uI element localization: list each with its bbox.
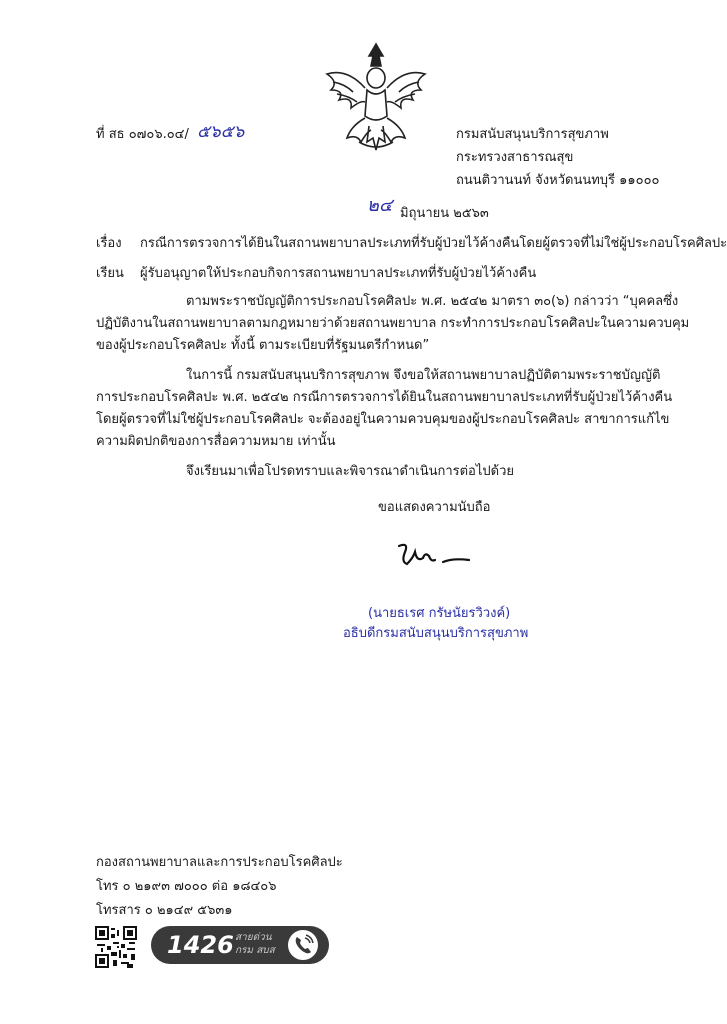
paragraph-3: จึงเรียนมาเพื่อโปรดทราบและพิจารณาดำเนินการต่อไปด้วย <box>186 464 515 479</box>
garuda-emblem-icon <box>317 38 435 158</box>
reference-number-handwritten: ๕๖๕๖ <box>197 122 245 142</box>
subject-label: เรื่อง <box>96 236 122 251</box>
signer-name: (นายธเรศ กรัษนัยรวิวงค์) <box>368 606 511 621</box>
paragraph-1-line-1: ตามพระราชบัญญัติการประกอบโรคศิลปะ พ.ศ. ๒๕๔๒ มาตรา ๓๐(๖) กล่าวว่า “บุคคลซึ่ง <box>186 294 679 309</box>
hotline-badge <box>151 926 329 964</box>
date-day-handwritten: ๒๔ <box>367 195 393 216</box>
office-line-3: ถนนติวานนท์ จังหวัดนนทบุรี ๑๑๐๐๐ <box>456 173 660 188</box>
paragraph-1-line-2: ปฏิบัติงานในสถานพยาบาลตามกฎหมายว่าด้วยสถานพยาบาล กระทำการประกอบโรคศิลปะในความควบคุม <box>96 316 690 331</box>
paragraph-2-line-3: โดยผู้ตรวจที่ไม่ใช่ผู้ประกอบโรคศิลปะ จะต้องอยู่ในความควบคุมของผู้ประกอบโรคศิลปะ สาขาการแก้ไข <box>96 412 670 427</box>
paragraph-2-line-4: ความผิดปกติของการสื่อความหมาย เท่านั้น <box>96 434 336 449</box>
handwritten-signature <box>393 538 473 578</box>
hotline-text: สายด่วน กรม สบส <box>235 932 275 956</box>
signer-title: อธิบดีกรมสนับสนุนบริการสุขภาพ <box>343 626 529 641</box>
hotline-number: 1426 <box>167 931 234 959</box>
footer-division: กองสถานพยาบาลและการประกอบโรคศิลปะ <box>96 855 343 870</box>
footer-fax: โทรสาร ๐ ๒๑๔๙ ๕๖๓๑ <box>96 903 233 918</box>
qr-code-icon <box>95 926 137 968</box>
phone-icon <box>285 927 321 963</box>
reference-prefix: ที่ สธ ๐๗๐๖.๐๔/ <box>96 127 189 142</box>
closing-salutation: ขอแสดงความนับถือ <box>378 500 491 515</box>
recipient-text: ผู้รับอนุญาตให้ประกอบกิจการสถานพยาบาลประเภทที่รับผู้ป่วยไว้ค้างคืน <box>140 266 537 281</box>
footer-phone: โทร ๐ ๒๑๙๓ ๗๐๐๐ ต่อ ๑๘๔๐๖ <box>96 879 277 894</box>
date-month-year: มิถุนายน ๒๕๖๓ <box>400 206 489 221</box>
office-line-1: กรมสนับสนุนบริการสุขภาพ <box>456 127 609 142</box>
office-line-2: กระทรวงสาธารณสุข <box>456 150 574 165</box>
paragraph-1-line-3: ของผู้ประกอบโรคศิลปะ ทั้งนี้ ตามระเบียบที่รัฐมนตรีกำหนด” <box>96 338 430 353</box>
paragraph-2-line-2: การประกอบโรคศิลปะ พ.ศ. ๒๕๔๒ กรณีการตรวจการได้ยินในสถานพยาบาลประเภทที่รับผู้ป่วยไว้ค้างคืน <box>96 390 673 405</box>
recipient-label: เรียน <box>96 266 124 281</box>
subject-text: กรณีการตรวจการได้ยินในสถานพยาบาลประเภทที่รับผู้ป่วยไว้ค้างคืนโดยผู้ตรวจที่ไม่ใช่ผู้ประกอบโรคศิลปะ <box>140 236 727 251</box>
paragraph-2-line-1: ในการนี้ กรมสนับสนุนบริการสุขภาพ จึงขอให้สถานพยาบาลปฏิบัติตามพระราชบัญญัติ <box>186 368 661 383</box>
